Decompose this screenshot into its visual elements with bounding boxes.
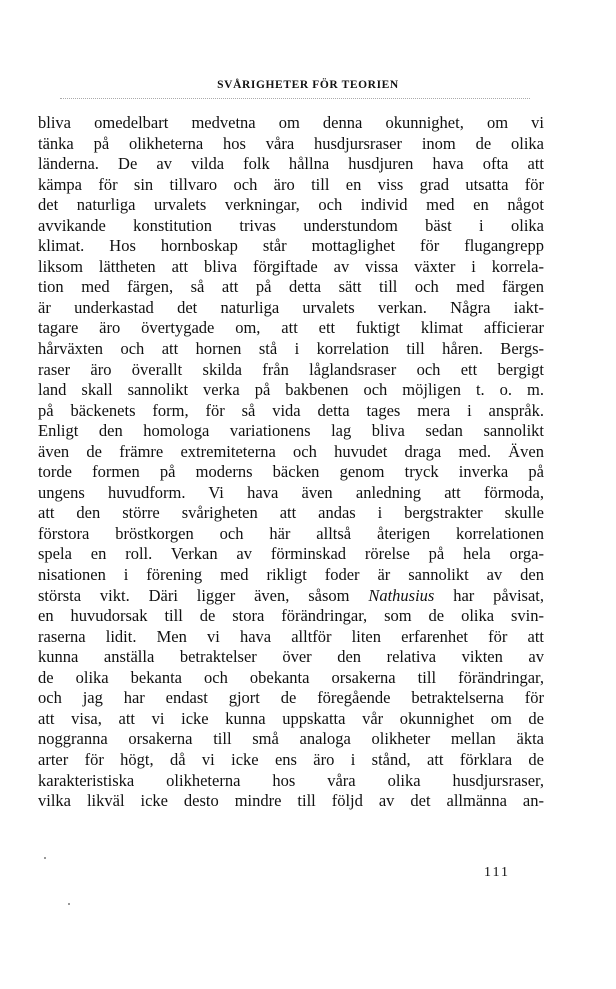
text-line: kunna anställa betraktelser över den relativa vikten av [38,647,544,667]
text-line: liksom lättheten att bliva förgiftade av vissa växter i korrela- [38,256,544,276]
text-line: Enligt den homologa variationens lag bliva sedan sannolikt [38,421,544,441]
running-head: SVÅRIGHETER FÖR TEORIEN [217,79,399,91]
text-line: förstora bröstkorgen och här alltså återigen korrelationen [38,523,544,543]
text-line: en huvudorsak till de stora förändringar, som de olika svin- [38,606,544,626]
text-line: bliva omedelbart medvetna om denna okunnighet, om vi [38,113,544,132]
text-line: raserna lidit. Men vi hava alltför liten erfarenhet för att [38,626,544,646]
text-line: tagare äro övertygade om, att ett fuktigt klimat afficierar [38,318,544,338]
text-line: på bäckenets form, för så vida detta tages mera i anspråk. [38,400,544,420]
text-line [38,586,544,607]
text-line: vilka likväl icke desto mindre till följd av det allmänna an- [38,791,544,811]
text-line: de olika bekanta och obekanta orsakerna till förändringar, [38,667,544,687]
text-line: noggranna orsakerna till små analoga olikheter mellan äkta [38,729,544,749]
text-line: land skall sannolikt verka på bakbenen och möjligen t. o. m. [38,380,544,400]
scan-speck [44,857,46,859]
author-name-italic: Nathusius [368,585,435,605]
body-text [38,113,544,812]
text-line: det naturliga urvalets verkningar, och individ med en något [38,195,544,215]
text-line: arter för högt, då vi icke ens äro i stånd, att förklara de [38,749,544,769]
text-line: karakteristiska olikheterna hos våra olika husdjursraser, [38,770,544,790]
text-line: spela en roll. Verkan av förminskad rörelse på hela orga- [38,544,544,564]
text-line: även de främre extremiteterna och huvudet draga med. Även [38,441,544,461]
text-line: att visa, att vi icke kunna uppskatta vår okunnighet om de [38,708,544,728]
text-line: tion med färgen, så att på detta sätt till och med färgen [38,277,544,297]
text-line: hårväxten och att hornen stå i korrelation till håren. Bergs- [38,339,544,359]
text-line: nisationen i förening med rikligt foder är sannolikt av den [38,565,544,585]
text-line: och jag har endast gjort de föregående betraktelserna för [38,688,544,708]
text-line: att den större svårigheten att andas i bergstrakter skulle [38,503,544,523]
text-line: kämpa för sin tillvaro och äro till en viss grad utsatta för [38,174,544,194]
page-number: 111 [484,865,510,880]
text-line: ungens huvudform. Vi hava även anledning att förmoda, [38,482,544,502]
text-line: torde formen på moderns bäcken genom tryck inverka på [38,462,544,482]
text-segment: har påvisat, [434,585,544,605]
text-line: avvikande konstitution trivas understundom bäst i olika [38,215,544,235]
text-line: tänka på olikheterna hos våra husdjursraser inom de olika [38,133,544,153]
text-line: är underkastad det naturliga urvalets verkan. Några iakt- [38,297,544,317]
scan-speck [68,903,70,905]
text-line: raser äro överallt skilda från låglandsraser och ett bergigt [38,359,544,379]
text-segment: största vikt. Däri ligger även, såsom [38,585,369,605]
text-line: klimat. Hos hornboskap står mottaglighet för flugangrepp [38,236,544,256]
header-rule [60,98,530,99]
text-line: länderna. De av vilda folk hållna husdjuren hava ofta att [38,154,544,174]
